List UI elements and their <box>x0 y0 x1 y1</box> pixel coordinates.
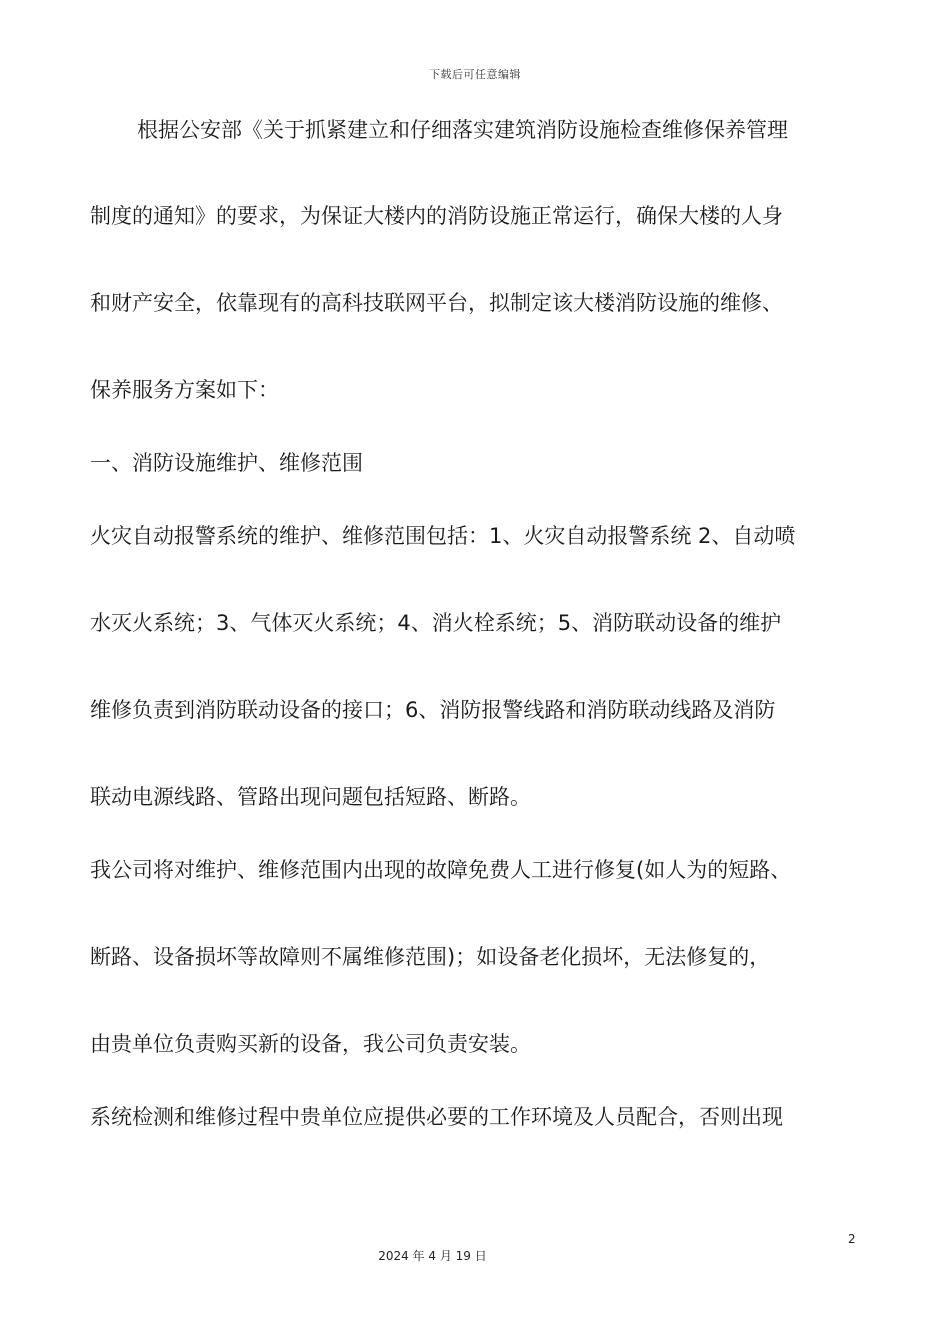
body-line-3: 和财产安全，依靠现有的高科技联网平台，拟制定该大楼消防设施的维修、 <box>90 291 783 315</box>
page-header: 下载后可任意编辑 <box>429 68 521 81</box>
page-number: 2 <box>848 1232 856 1246</box>
body-line-9: 联动电源线路、管路出现问题包括短路、断路。 <box>90 785 531 809</box>
body-line-4: 保养服务方案如下： <box>90 378 279 402</box>
body-line-7: 水灭火系统；3、气体灭火系统；4、消火栓系统；5、消防联动设备的维护 <box>90 611 782 635</box>
body-line-12: 由贵单位负责购买新的设备，我公司负责安装。 <box>90 1032 531 1056</box>
body-line-1: 根据公安部《关于抓紧建立和仔细落实建筑消防设施检查维修保养管理 <box>137 118 788 142</box>
body-line-10: 我公司将对维护、维修范围内出现的故障免费人工进行修复(如人为的短路、 <box>90 858 792 882</box>
footer-date: 2024 年 4 月 19 日 <box>378 1249 487 1263</box>
body-line-6: 火灾自动报警系统的维护、维修范围包括：1、火灾自动报警系统 2、自动喷 <box>90 524 796 548</box>
body-line-8: 维修负责到消防联动设备的接口；6、消防报警线路和消防联动线路及消防 <box>90 698 776 722</box>
body-line-11: 断路、设备损坏等故障则不属维修范围)；如设备老化损坏，无法修复的， <box>90 945 771 969</box>
body-line-2: 制度的通知》的要求，为保证大楼内的消防设施正常运行，确保大楼的人身 <box>90 204 783 228</box>
section-heading: 一、消防设施维护、维修范围 <box>90 451 363 475</box>
body-line-13: 系统检测和维修过程中贵单位应提供必要的工作环境及人员配合，否则出现 <box>90 1105 783 1129</box>
